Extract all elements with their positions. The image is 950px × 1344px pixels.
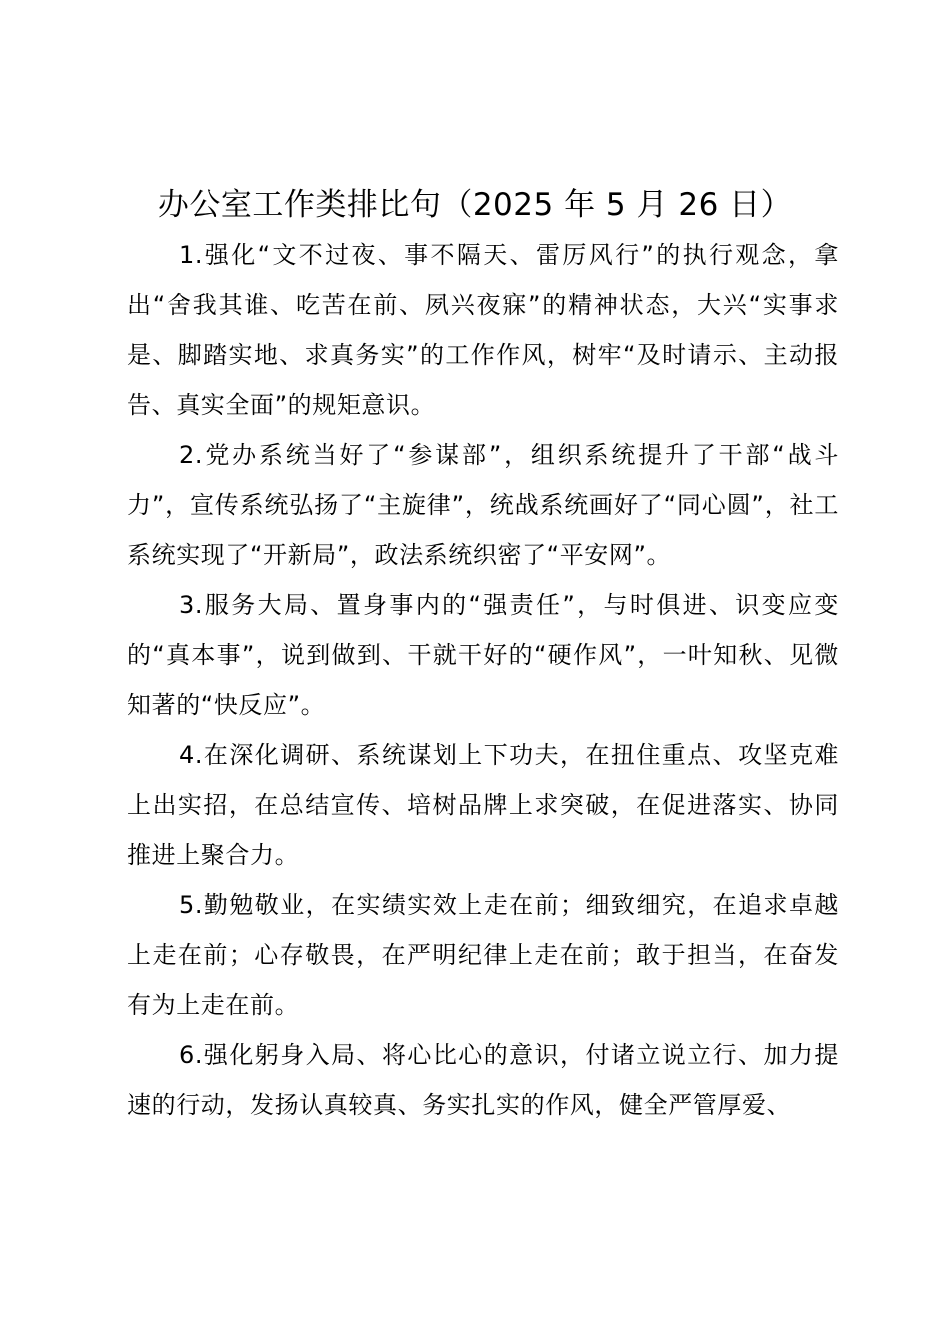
paragraph-4: 4.在深化调研、系统谋划上下功夫，在扭住重点、攻坚克难上出实招，在总结宣传、培树品牌上求突破，在促进落实、协同推进上聚合力。: [127, 741, 839, 869]
document-title: 办公室工作类排比句（2025 年 5 月 26 日）: [157, 187, 793, 223]
document-body: [127, 230, 839, 1130]
paragraph-2: 2.党办系统当好了“参谋部”，组织系统提升了干部“战斗力”，宣传系统弘扬了“主旋律”，统战系统画好了“同心圆”，社工系统实现了“开新局”，政法系统织密了“平安网”。: [127, 441, 839, 569]
paragraph-6: 6.强化躬身入局、将心比心的意识，付诸立说立行、加力提速的行动，发扬认真较真、务实扎实的作风，健全严管厚爱、: [127, 1041, 839, 1119]
paragraph-1: 1.强化“文不过夜、事不隔天、雷厉风行”的执行观念，拿出“舍我其谁、吃苦在前、夙兴夜寐”的精神状态，大兴“实事求是、脚踏实地、求真务实”的工作作风，树牢“及时请示、主动报告、真实全面”的规矩意识。: [127, 241, 839, 419]
paragraph-3: 3.服务大局、置身事内的“强责任”，与时俱进、识变应变的“真本事”，说到做到、干就干好的“硬作风”，一叶知秋、见微知著的“快反应”。: [127, 591, 839, 719]
paragraph-5: 5.勤勉敬业，在实绩实效上走在前；细致细究，在追求卓越上走在前；心存敬畏，在严明纪律上走在前；敢于担当，在奋发有为上走在前。: [127, 891, 839, 1019]
